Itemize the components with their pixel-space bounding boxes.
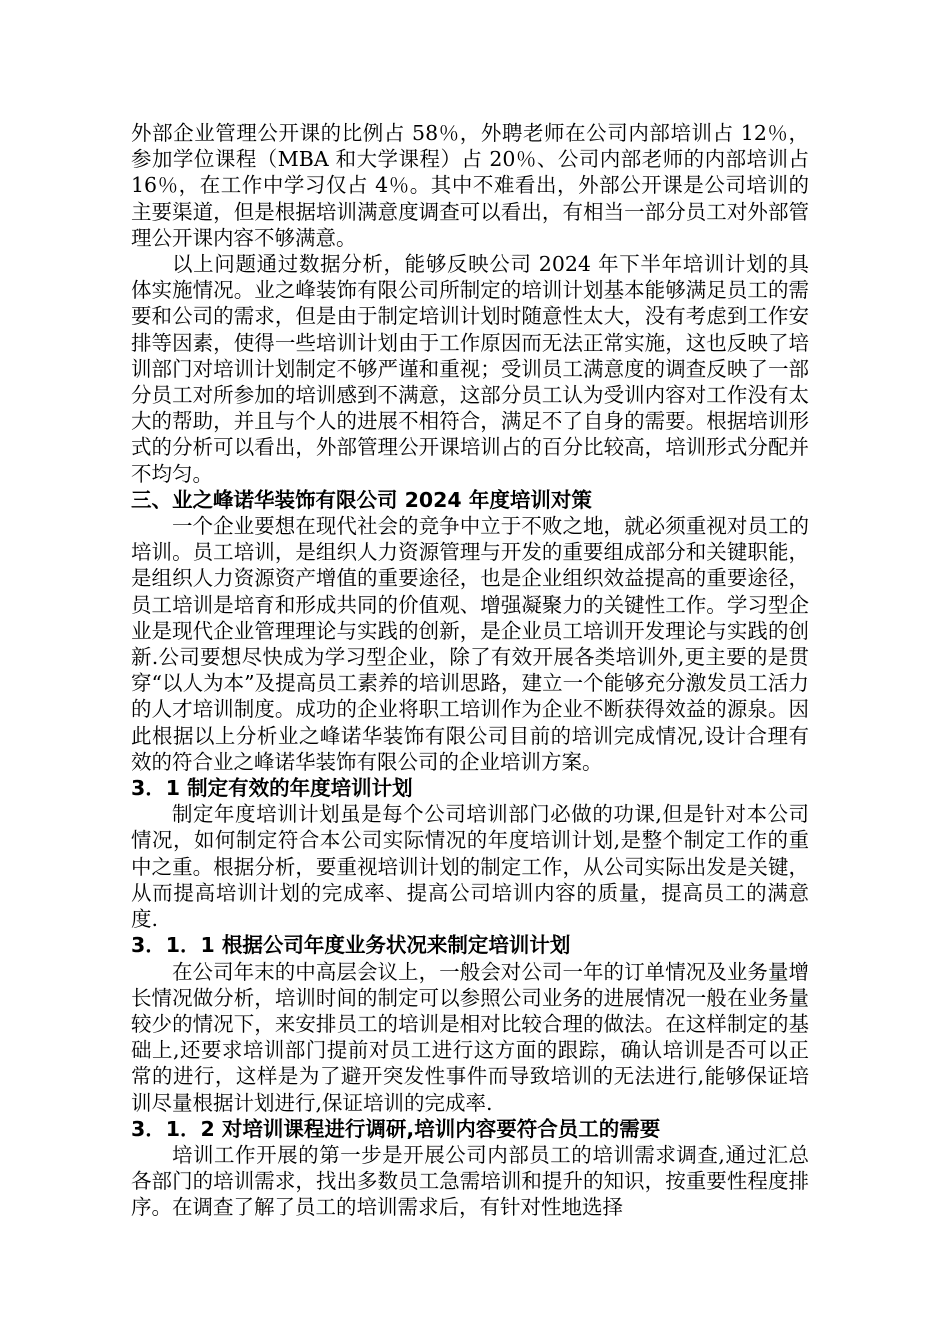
paragraph-training-form-ratio: 外部企业管理公开课的比例占 58％，外聘老师在公司内部培训占 12％，参加学位课程（MBA 和大学课程）占 20％、公司内部老师的内部培训占 16％，在工作中学习仅占 4％。其中不难看出，外部公开课是公司培训的主要渠道，但是根据培训满意度调查可以看出，有相当一部分员工对外部管理公开课内容不够满意。	[131, 121, 809, 250]
subsection-heading-3-1-2: 3．1．2 对培训课程进行调研,培训内容要符合员工的需要	[131, 1116, 661, 1141]
subsection-heading-3-1: 3．1 制定有效的年度培训计划	[131, 776, 413, 801]
paragraph-course-research: 培训工作开展的第一步是开展公司内部员工的培训需求调查,通过汇总各部门的培训需求，找出多数员工急需培训和提升的知识，按重要性程度排序。在调查了解了员工的培训需求后，有针对性地选择	[131, 1142, 809, 1220]
document-page	[131, 120, 809, 1221]
paragraph-training-importance: 一个企业要想在现代社会的竞争中立于不败之地，就必须重视对员工的培训。员工培训，是组织人力资源管理与开发的重要组成部分和关键职能，是组织人力资源资产增值的重要途径，也是企业组织效益提高的重要途径，员工培训是培育和形成共同的价值观、增强凝聚力的关键性工作。学习型企业是现代企业管理理论与实践的创新，是企业员工培训开发理论与实践的创新.公司要想尽快成为学习型企业，除了有效开展各类培训外,更主要的是贯穿“以人为本”及提高员工素养的培训思路，建立一个能够充分激发员工活力的人才培训制度。成功的企业将职工培训作为企业不断获得效益的源泉。因此根据以上分析业之峰诺华装饰有限公司目前的培训完成情况,设计合理有效的符合业之峰诺华装饰有限公司的企业培训方案。	[131, 514, 809, 774]
paragraph-business-based-plan: 在公司年末的中高层会议上，一般会对公司一年的订单情况及业务量增长情况做分析，培训时间的制定可以参照公司业务的进展情况一般在业务量较少的情况下，来安排员工的培训是相对比较合理的做法。在这样制定的基础上,还要求培训部门提前对员工进行这方面的跟踪，确认培训是否可以正常的进行，这样是为了避开突发性事件而导致培训的无法进行,能够保证培训尽量根据计划进行,保证培训的完成率.	[131, 959, 809, 1115]
paragraph-problem-analysis: 以上问题通过数据分析，能够反映公司 2024 年下半年培训计划的具体实施情况。业之峰装饰有限公司所制定的培训计划基本能够满足员工的需要和公司的需求，但是由于制定培训计划时随意性太大，没有考虑到工作安排等因素，使得一些培训计划由于工作原因而无法正常实施，这也反映了培训部门对培训计划制定不够严谨和重视；受训员工满意度的调查反映了一部分员工对所参加的培训感到不满意，这部分员工认为受训内容对工作没有太大的帮助，并且与个人的进展不相符合，满足不了自身的需要。根据培训形式的分析可以看出，外部管理公开课培训占的百分比较高，培训形式分配并不均匀。	[131, 252, 809, 486]
section-heading-3: 三、业之峰诺华装饰有限公司 2024 年度培训对策	[131, 487, 592, 512]
paragraph-annual-plan: 制定年度培训计划虽是每个公司培训部门必做的功课,但是针对本公司情况，如何制定符合本公司实际情况的年度培训计划,是整个制定工作的重中之重。根据分析，要重视培训计划的制定工作，从公司实际出发是关键，从而提高培训计划的完成率、提高公司培训内容的质量，提高员工的满意度.	[131, 802, 809, 932]
subsection-heading-3-1-1: 3．1．1 根据公司年度业务状况来制定培训计划	[131, 933, 571, 958]
